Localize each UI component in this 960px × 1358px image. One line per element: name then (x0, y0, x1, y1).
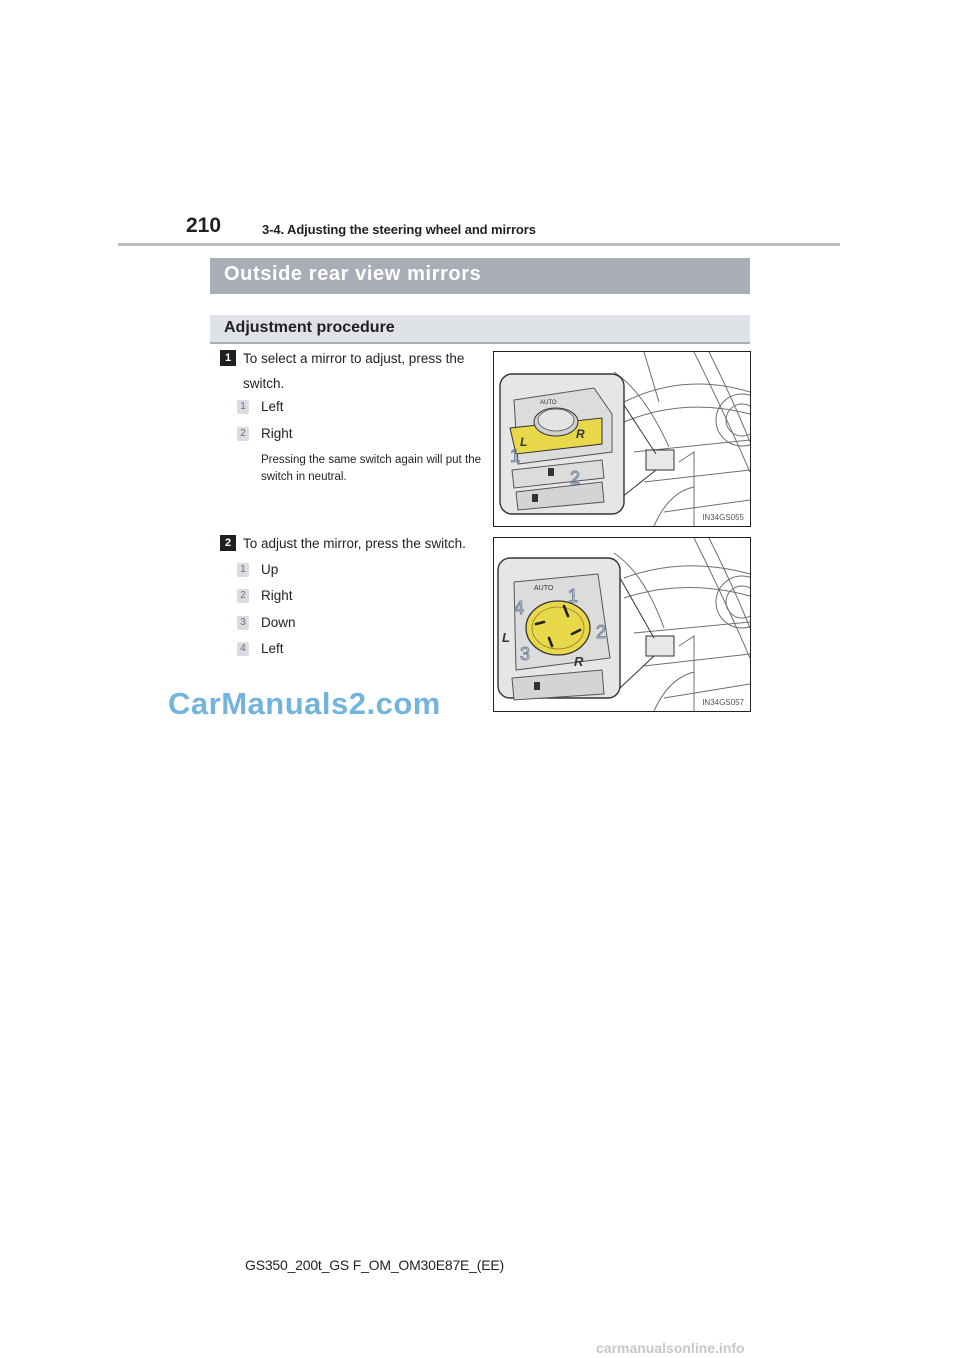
item-number: 1 (237, 563, 249, 577)
item-label: Left (261, 399, 284, 414)
callout-2: 2 (596, 622, 607, 642)
footer-document-code: GS350_200t_GS F_OM_OM30E87E_(EE) (245, 1257, 504, 1273)
switch-label-l: L (520, 435, 528, 449)
item-label: Up (261, 562, 279, 577)
header-divider (118, 243, 840, 246)
item-number: 2 (237, 589, 249, 603)
callout-4: 4 (514, 598, 525, 618)
step-1-line-1: To select a mirror to adjust, press the (243, 351, 465, 366)
switch-label-auto: AUTO (534, 585, 554, 592)
step-1-instruction (243, 346, 483, 396)
item-label: Right (261, 588, 293, 603)
page-number: 210 (186, 214, 222, 237)
section-title: Outside rear view mirrors (224, 263, 482, 285)
mirror-select-switch-figure (493, 351, 751, 527)
callout-2: 2 (570, 468, 581, 488)
step-1-line-2: switch. (243, 376, 285, 391)
callout-3: 3 (520, 644, 531, 664)
figure-code: IN34GS057 (702, 698, 744, 707)
switch-label-l: L (502, 630, 510, 645)
bottom-watermark: carmanualsonline.info (596, 1340, 745, 1356)
subsection-header (210, 315, 750, 344)
mirror-adjust-illustration (494, 538, 750, 711)
item-number: 1 (237, 400, 249, 414)
item-number: 3 (237, 616, 249, 630)
figure-code: IN34GS055 (702, 513, 744, 522)
switch-label-r: R (576, 427, 585, 441)
chapter-title: 3-4. Adjusting the steering wheel and mirrors (262, 222, 536, 237)
switch-label-auto: AUTO (540, 400, 557, 406)
item-label: Left (261, 641, 284, 656)
switch-label-r: R (574, 654, 584, 669)
mirror-select-illustration (494, 352, 750, 526)
callout-1: 1 (510, 446, 521, 466)
section-header (210, 258, 750, 294)
step-1-note: Pressing the same switch again will put the switch in neutral. (261, 454, 481, 483)
item-number: 2 (237, 427, 249, 441)
subsection-title: Adjustment procedure (224, 319, 395, 336)
mirror-adjust-switch-figure (493, 537, 751, 712)
callout-1: 1 (568, 586, 579, 606)
step-2-instruction: To adjust the mirror, press the switch. (243, 536, 466, 551)
step-number-2: 2 (220, 535, 236, 551)
item-label: Down (261, 615, 296, 630)
watermark-logo: CarManuals2.com (168, 686, 441, 721)
step-number-1: 1 (220, 350, 236, 366)
item-number: 4 (237, 642, 249, 656)
item-label: Right (261, 426, 293, 441)
